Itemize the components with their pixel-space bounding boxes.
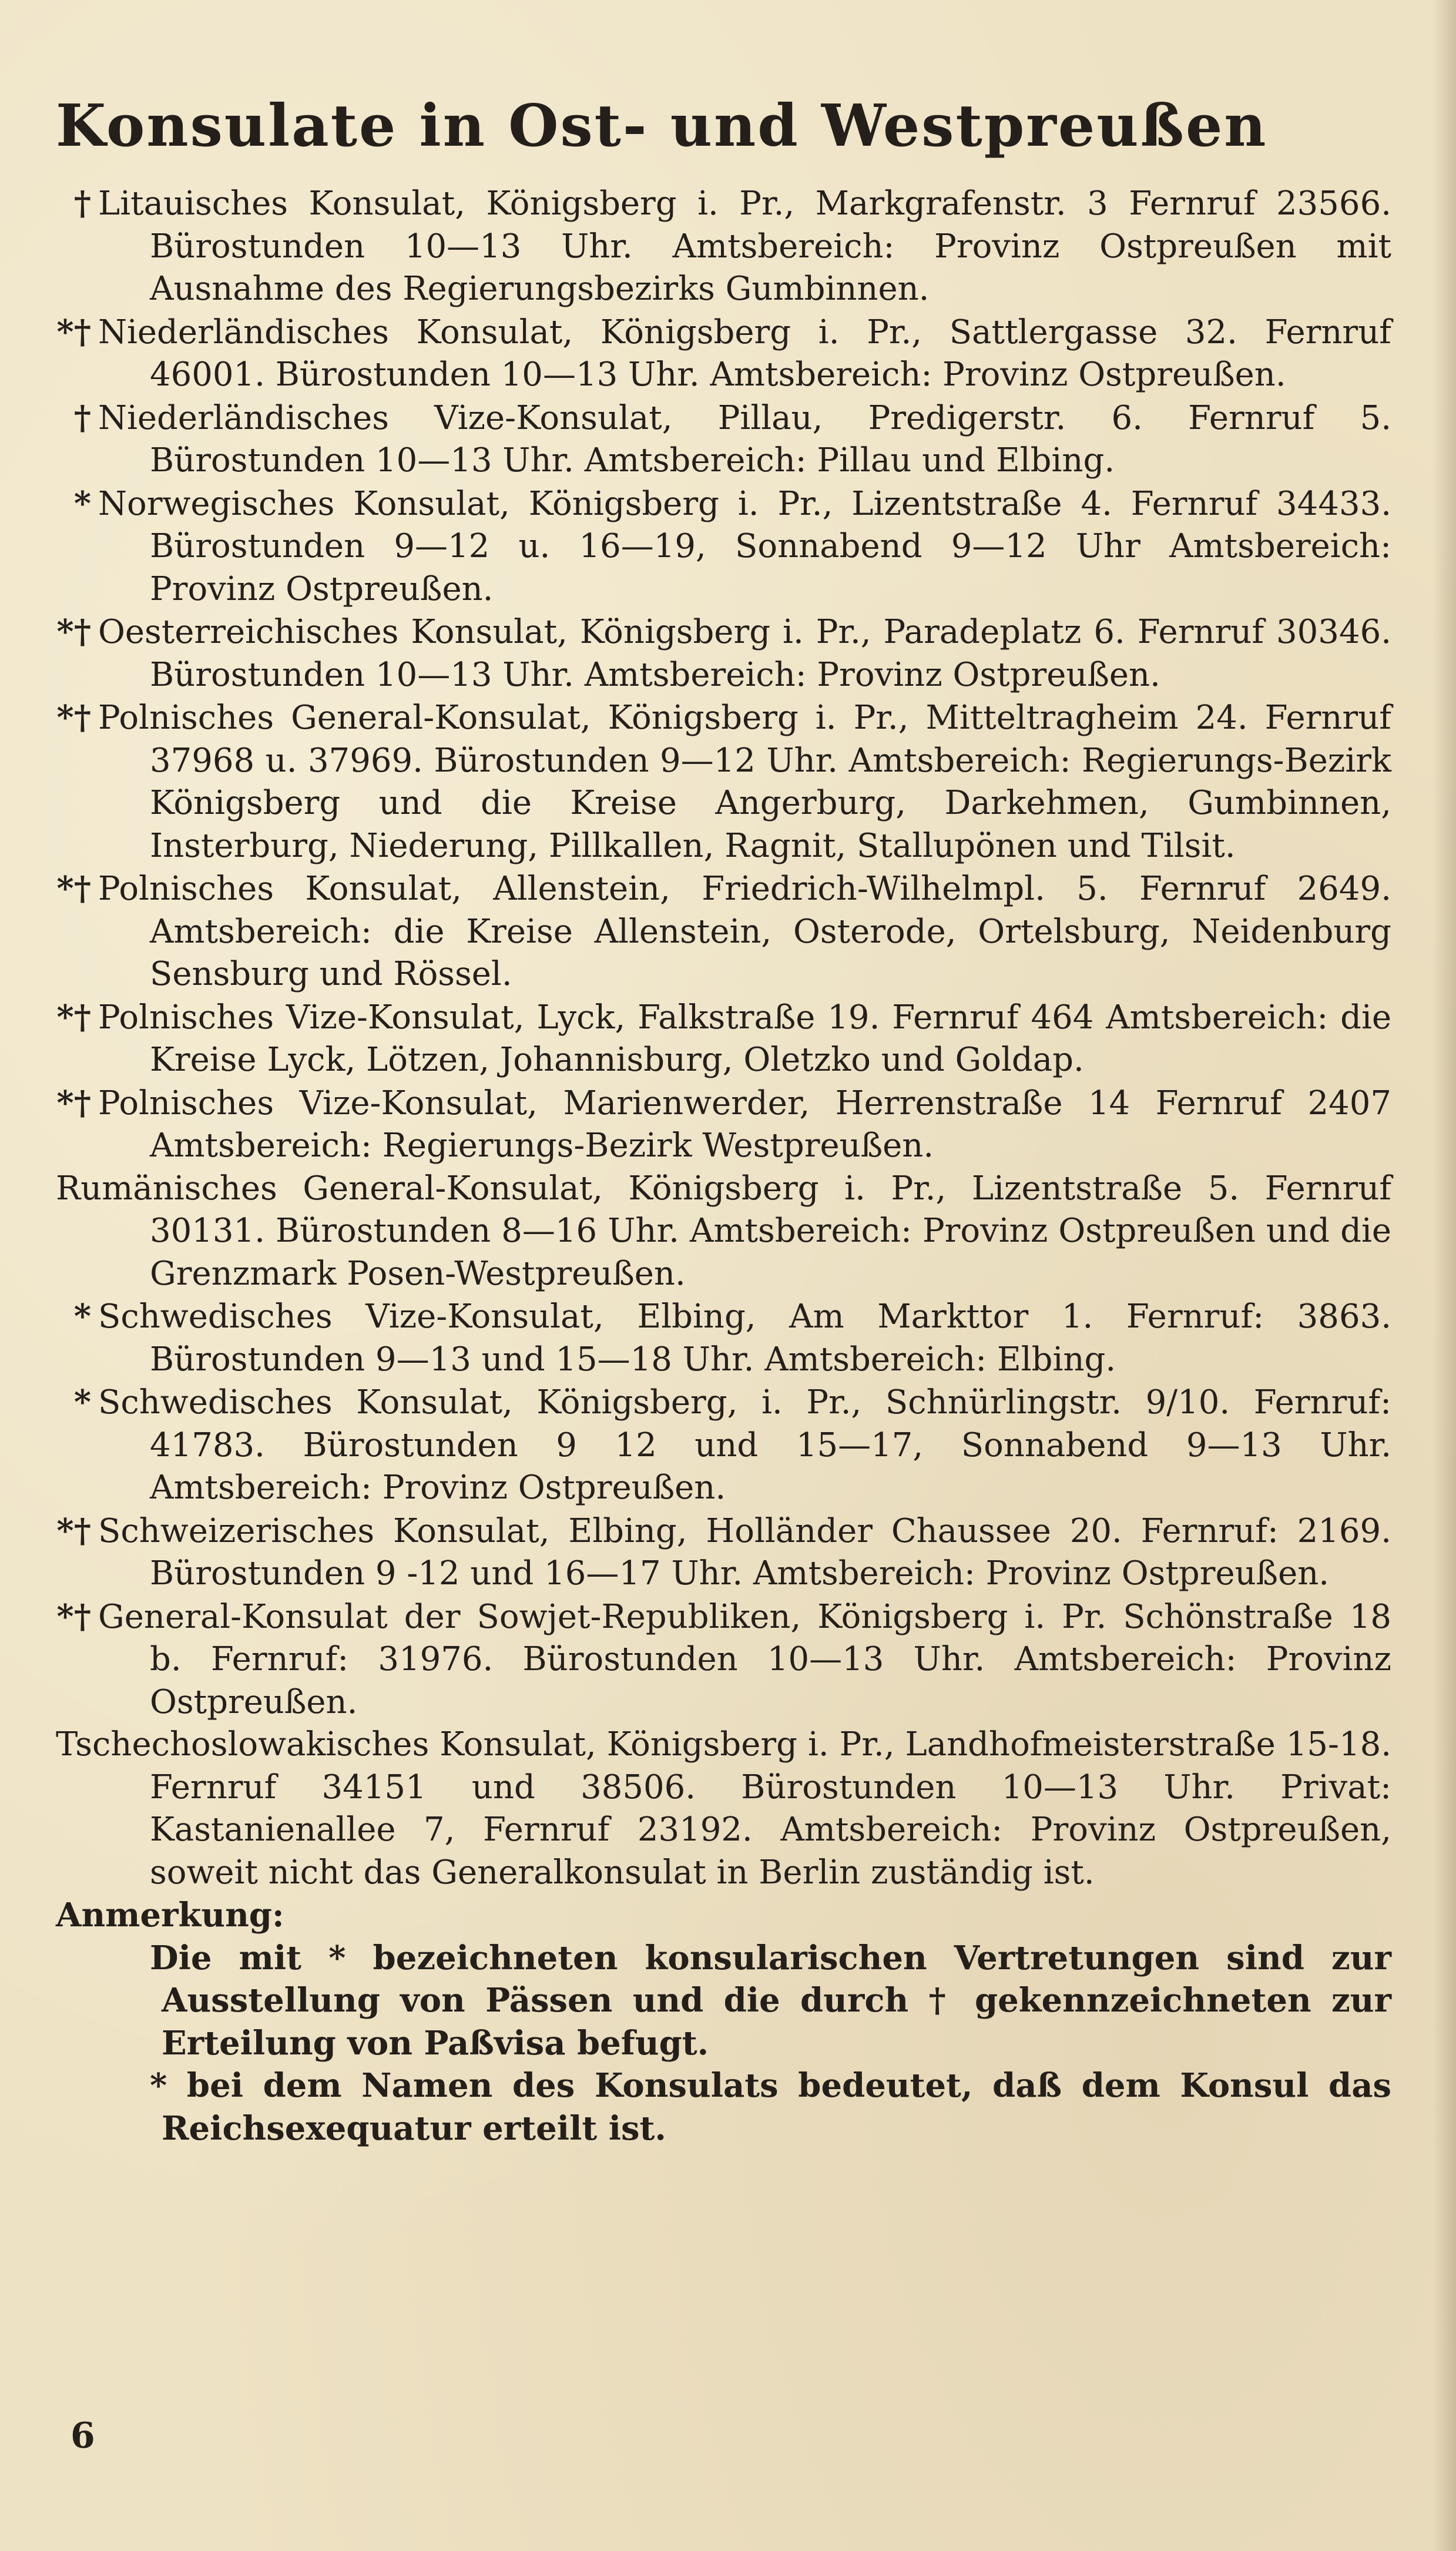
page-number: 6 [71,2415,95,2456]
consulate-entry [56,1510,1391,1595]
entry-mark: *† [56,312,91,351]
entry-text: General-Konsulat der Sowjet-Republiken, Königsberg i. Pr. Schönstraße 18 b. Fernruf: 31976. Bürostunden 10—13 Uhr. Amtsbereich: Provinz Ostpreußen. [98,1597,1391,1721]
consulate-entry [56,1381,1391,1510]
consulate-entry [56,311,1391,397]
entry-mark: † [73,184,91,223]
entry-text: Niederländisches Vize-Konsulat, Pillau, Predigerstr. 6. Fernruf 5. Bürostunden 10—13 Uhr. Amtsbereich: Pillau und Elbing. [98,398,1391,480]
entry-mark: * [73,484,91,523]
consulate-entry [56,696,1391,867]
consulate-entry [56,182,1391,311]
annotation-section [56,1894,1391,2150]
entry-mark: *† [56,1083,91,1122]
entry-text: Schweizerisches Konsulat, Elbing, Holländer Chaussee 20. Fernruf: 2169. Bürostunden 9 -12 und 16—17 Uhr. Amtsbereich: Provinz Ostpreußen. [98,1511,1391,1593]
annotation-text: * bei dem Namen des Konsulats bedeutet, daß dem Konsul das Reichsexequatur erteilt ist. [150,2066,1391,2148]
entry-text: Litauisches Konsulat, Königsberg i. Pr., Markgrafenstr. 3 Fernruf 23566. Bürostunden 10—13 Uhr. Amtsbereich: Provinz Ostpreußen mit Ausnahme des Regierungsbezirks Gumbinnen. [98,185,1391,308]
consulate-list [56,182,1391,1894]
consulate-entry [56,482,1391,611]
consulate-entry [56,1082,1391,1168]
entry-mark: *† [56,869,91,908]
entry-text: Polnisches Vize-Konsulat, Lyck, Falkstraße 19. Fernruf 464 Amtsbereich: die Kreise Lyck, Lötzen, Johannisburg, Oletzko und Goldap. [98,998,1391,1079]
consulate-entry [56,1168,1391,1296]
entry-text: Polnisches General-Konsulat, Königsberg i. Pr., Mitteltragheim 24. Fernruf 37968 u. 37969. Bürostunden 9—12 Uhr. Amtsbereich: Regierungs-Bezirk Königsberg und die Kreise Angerburg, Darkehmen, Gumbinnen, Insterburg, Niederung, Pillkallen, Ragnit, Stallupönen und Tilsit. [98,699,1391,865]
entry-mark: *† [56,698,91,737]
entry-text: Schwedisches Vize-Konsulat, Elbing, Am Markttor 1. Fernruf: 3863. Bürostunden 9—13 und 15—18 Uhr. Amtsbereich: Elbing. [98,1298,1391,1379]
page-title: Konsulate in Ost- und Westpreußen [56,92,1268,160]
entry-mark: * [73,1383,91,1422]
consulate-entry [56,397,1391,482]
consulate-entry [56,867,1391,996]
entry-mark: *† [56,1511,91,1550]
entry-mark: *† [56,1597,91,1636]
entry-text: Schwedisches Konsulat, Königsberg, i. Pr., Schnürlingstr. 9/10. Fernruf: 41783. Bürostunden 9 12 und 15—17, Sonnabend 9—13 Uhr. Amtsbereich: Provinz Ostpreußen. [98,1383,1391,1507]
annotation-heading: Anmerkung: [56,1896,284,1935]
consulate-entry [56,611,1391,696]
entry-text: Niederländisches Konsulat, Königsberg i. Pr., Sattlergasse 32. Fernruf 46001. Bürostunden 10—13 Uhr. Amtsbereich: Provinz Ostpreußen. [98,313,1391,394]
annotation-text: Die mit * bezeichneten konsularischen Vertretungen sind zur Ausstellung von Pässen und die durch † gekennzeichneten zur Erteilung von Paßvisa befugt. [150,1938,1391,2063]
consulate-entry [56,996,1391,1082]
entry-mark: * [73,1297,91,1336]
entry-text: Polnisches Konsulat, Allenstein, Friedrich-Wilhelmpl. 5. Fernruf 2649. Amtsbereich: die Kreise Allenstein, Osterode, Ortelsburg, Neidenburg Sensburg und Rössel. [98,870,1391,993]
consulate-entry [56,1724,1391,1894]
entry-text: Oesterreichisches Konsulat, Königsberg i. Pr., Paradeplatz 6. Fernruf 30346. Bürostunden 10—13 Uhr. Amtsbereich: Provinz Ostpreußen. [98,613,1391,694]
consulate-entry [56,1295,1391,1381]
entry-mark: *† [56,997,91,1037]
entry-text: Rumänisches General-Konsulat, Königsberg i. Pr., Lizentstraße 5. Fernruf 30131. Bürostunden 8—16 Uhr. Amtsbereich: Provinz Ostpreußen und die Grenzmark Posen-Westpreußen. [56,1169,1391,1293]
page-edge-shadow [1432,0,1456,2551]
consulate-entry [56,1595,1391,1724]
entry-text: Polnisches Vize-Konsulat, Marienwerder, Herrenstraße 14 Fernruf 2407 Amtsbereich: Regierungs-Bezirk Westpreußen. [98,1084,1391,1165]
entry-text: Tschechoslowakisches Konsulat, Königsberg i. Pr., Landhofmeisterstraße 15-18. Fernruf 34151 und 38506. Bürostunden 10—13 Uhr. Privat: Kastanienallee 7, Fernruf 23192. Amtsbereich: Provinz Ostpreußen, soweit nicht das Generalkonsulat in Berlin zuständig ist. [56,1725,1391,1892]
entry-text: Norwegisches Konsulat, Königsberg i. Pr., Lizentstraße 4. Fernruf 34433. Bürostunden 9—12 u. 16—19, Sonnabend 9—12 Uhr Amtsbereich: Provinz Ostpreußen. [98,484,1391,608]
entry-mark: *† [56,612,91,651]
entry-mark: † [73,398,91,437]
